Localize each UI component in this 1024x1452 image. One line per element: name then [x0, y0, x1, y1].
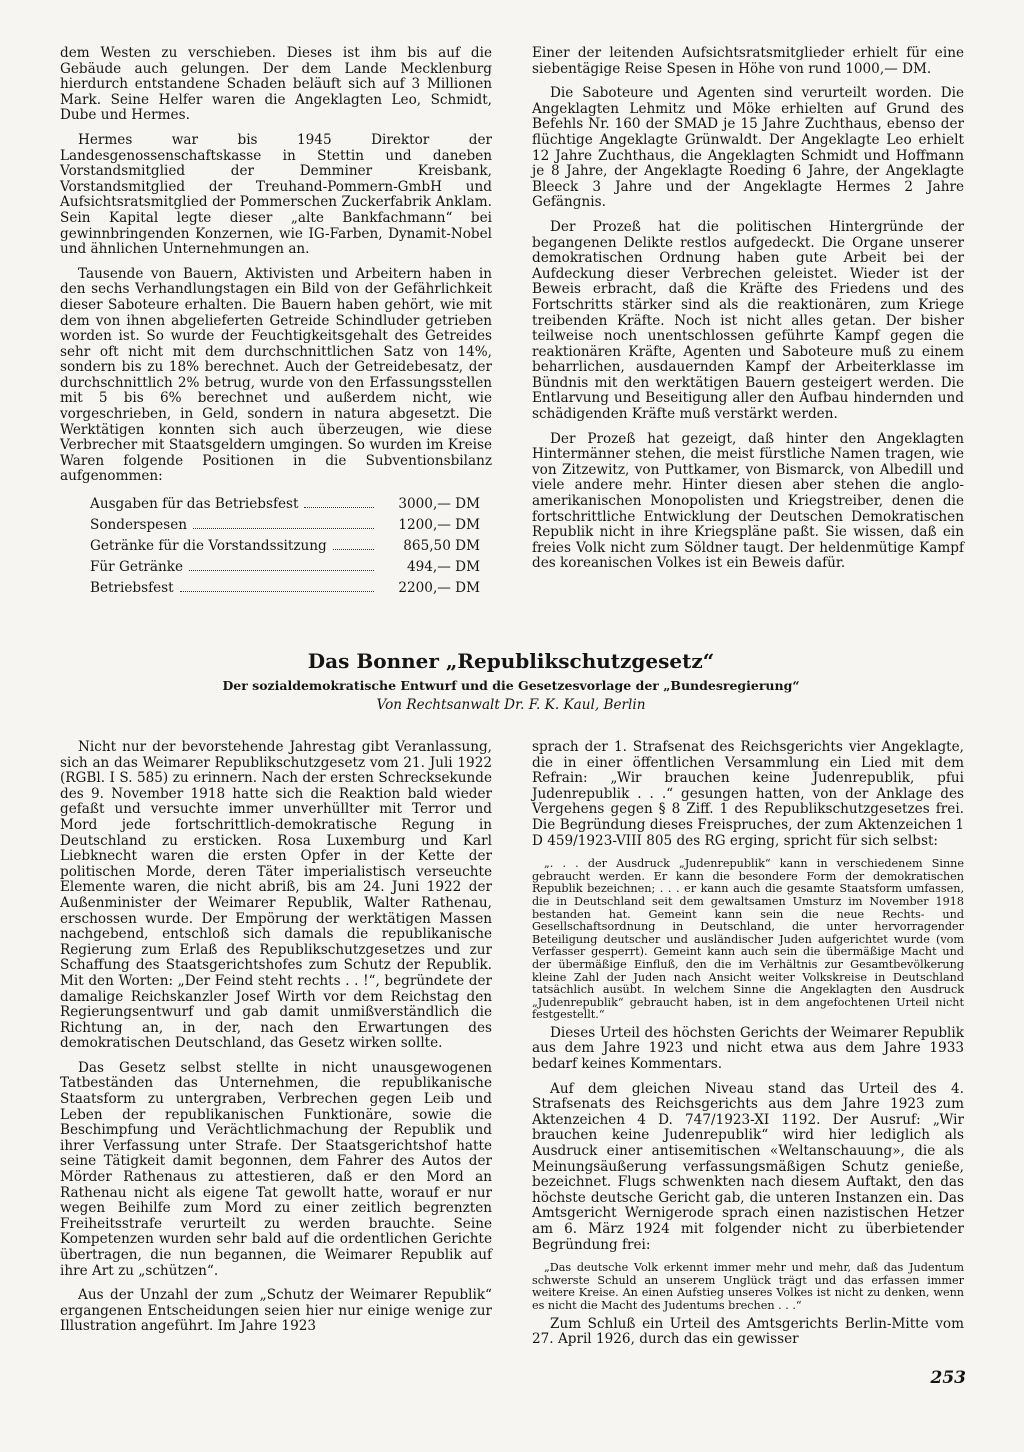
cost-label: Ausgaben für das Betriebsfest: [90, 496, 299, 513]
dot-leader: [193, 528, 374, 529]
cost-label: Getränke für die Vorstandssitzung: [90, 538, 327, 555]
column-bottom-left: [60, 740, 492, 1344]
cost-value: 3000,— DM: [398, 496, 480, 513]
cost-row: [90, 536, 480, 557]
page-number: 253: [930, 1368, 966, 1388]
column-top-left: [60, 46, 492, 599]
block-quote: „. . . der Ausdruck „Judenrepublik“ kann in verschiedenem Sinne gebraucht werden. Er kann die besondere Form der demokratischen Republik bezeichnen; . . . er kann auch die gesamte Staatsform umfassen, die in Deutschland seit dem gewaltsamen Umsturz im November 1918 bestanden hat. Gemeint kann sein die neue Rechts- und Gesellschaftsordnung in Deutschland, die unter hervorragender Beteiligung deutscher und ausländischer Juden aufgerichtet wurde (vom Verfasser gesperrt). Gemeint kann auch sein die übermäßige Macht und der übermäßige Einfluß, den die im Verhältnis zur Gesamtbevölkerung kleine Zahl der Juden nach Ansicht weiter Volkskreise in Deutschland tatsächlich ausübt. In welchem Sinne die Angeklagten den Ausdruck „Judenrepublik“ gebraucht haben, ist in dem angefochtenen Urteil nicht festgestellt.“: [532, 857, 964, 1022]
cost-table: [90, 494, 480, 599]
cost-row: [90, 515, 480, 536]
paragraph: Hermes war bis 1945 Direktor der Landesgenossenschaftskasse in Stettin und daneben Vorstandsmitglied der Demminer Kreisbank, Vorstandsmitglied der Treuhand-Pommern-GmbH und Aufsichtsratsmitglied der Pommerschen Zuckerfabrik Anklam. Sein Kapital legte dieser „alte Bankfachmann“ bei gewinnbringenden Konzernen, wie IG-Farben, Dynamit-Nobel und ähnlichen Unternehmungen an.: [60, 131, 492, 258]
cost-label: Sonderspesen: [90, 517, 187, 534]
paragraph: Aus der Unzahl der zum „Schutz der Weimarer Republik“ ergangenen Entscheidungen seien hier nur einige wenige zur Illustration angeführt. Im Jahre 1923: [60, 1287, 492, 1335]
paragraph: Die Saboteure und Agenten sind verurteilt worden. Die Angeklagten Lehmitz und Möke erhielten auf Grund des Befehls Nr. 160 der SMAD je 15 Jahre Zuchthaus, ebenso der flüchtige Angeklagte Grünwaldt. Der Angeklagte Leo erhielt 12 Jahre Zuchthaus, die Angeklagten Schmidt und Hoffmann je 8 Jahre, der Angeklagte Roeding 6 Jahre, der Angeklagte Bleeck 3 Jahre und der Angeklagte Hermes 2 Jahre Gefängnis.: [532, 85, 964, 211]
cost-value: 865,50 DM: [403, 538, 480, 555]
article-title: Das Bonner „Republikschutzgesetz“: [307, 649, 715, 673]
block-quote: „Das deutsche Volk erkennt immer mehr und mehr, daß das Judentum schwerste Schuld an unserem Unglück trägt und das erfassen immer weitere Kreise. An einen Aufstieg unseres Volkes ist nicht zu denken, wenn es nicht die Macht des Judentums brechen . . .“: [532, 1261, 964, 1312]
paragraph: Der Prozeß hat die politischen Hintergründe der begangenen Delikte restlos aufgedeckt. Die Organe unserer demokratischen Ordnung haben gute Arbeit bei der Aufdeckung dieser Verbrechen geleistet. Wieder ist der Beweis erbracht, daß die Kräfte des Friedens und des Fortschritts stärker sind als die reaktionären, zum Kriege treibenden Kräfte. Noch ist nicht alles getan. Der bisher teilweise noch unentschlossen geführte Kampf gegen die reaktionären Kräfte, Agenten und Saboteure muß zu einem beharrlichen, ausdauernden Kampf der Arbeiterklasse im Bündnis mit den werktätigen Bauern gesteigert werden. Die Entlarvung und Beseitigung aller den Aufbau hindernden und schädigenden Kräfte muß verstärkt werden.: [532, 218, 964, 423]
cost-row: [90, 494, 480, 515]
cost-value: 1200,— DM: [398, 517, 480, 534]
dot-leader: [333, 549, 374, 550]
dot-leader: [304, 507, 374, 508]
cost-value: 2200,— DM: [398, 580, 480, 597]
paragraph: Nicht nur der bevorstehende Jahrestag gibt Veranlassung, sich an das Weimarer Republikschutzgesetz vom 21. Juli 1922 (RGBl. I S. 585) zu erinnern. Nach der ersten Schrecksekunde des 9. November 1918 hatte sich die Reaktion bald wieder gefaßt und versuchte immer unverhüllter mit Terror und Mord jede fortschrittlich-demokratische Regung in Deutschland zu ersticken. Rosa Luxemburg und Karl Liebknecht waren die ersten Opfer in der Kette der politischen Morde, deren Täter imperialistisch verseuchte Elemente waren, die nicht abriß, bis am 24. Juni 1922 der Außenminister der Weimarer Republik, Walter Rathenau, erschossen wurde. Der Empörung der werktätigen Massen nachgebend, entschloß sich damals die republikanische Regierung zum Erlaß des Republikschutzgesetzes und zur Schaffung des Staatsgerichtshofes zum Schutz der Republik. Mit den Worten: „Der Feind steht rechts . . !“, begründete der damalige Reichskanzler Josef Wirth vor dem Reichstag den Regierungsentwurf und gab damit unmißverständlich die Richtung an, in der, nach den Erwartungen des demokratischen Deutschland, das Gesetz wirken sollte.: [60, 739, 492, 1052]
paragraph: Der Prozeß hat gezeigt, daß hinter den Angeklagten Hintermänner stehen, die meist fürstliche Namen tragen, wie von Zitzewitz, von Puttkamer, von Bismarck, von Albedill und viele andere mehr. Hinter diesen aber stehen die anglo-amerikanischen Monopolisten und Kriegstreiber, denen die fortschrittliche Entwicklung der Deutschen Demokratischen Republik nicht in ihre Kriegspläne paßt. Sie wissen, daß ein freies Volk nicht zum Söldner taugt. Der heldenmütige Kampf des koreanischen Volkes ist ein Beweis dafür.: [532, 430, 964, 572]
paragraph: Zum Schluß ein Urteil des Amtsgerichts Berlin-Mitte vom 27. April 1926, durch das ein gewisser: [532, 1315, 964, 1348]
paragraph: Dieses Urteil des höchsten Gerichts der Weimarer Republik aus dem Jahre 1923 und nicht etwa aus dem Jahre 1933 bedarf keines Kommentars.: [532, 1024, 964, 1073]
column-top-right: [532, 46, 964, 581]
cost-value: 494,— DM: [406, 559, 480, 576]
paragraph: sprach der 1. Strafsenat des Reichsgerichts vier Angeklagte, die in einer öffentlichen Versammlung ein Lied mit dem Refrain: „Wir brauchen keine Judenrepublik, pfui Judenrepublik . . .“ gesungen hatten, von der Anklage des Vergehens gegen § 8 Ziff. 1 des Republikschutzgesetzes frei. Die Begründung dieses Freispruches, der zum Aktenzeichen 1 D 459/1923-VIII 805 des RG erging, spricht für sich selbst:: [532, 739, 964, 849]
paragraph: Tausende von Bauern, Aktivisten und Arbeitern haben in den sechs Verhandlungstagen ein Bild von der Gefährlichkeit dieser Saboteure erhalten. Die Bauern haben gehört, wie mit dem von ihnen abgelieferten Getreide Schindluder getrieben worden ist. So wurde der Feuchtigkeitsgehalt des Getreides sehr oft nicht mit dem durchschnittlichen Satz von 14%, sondern bis zu 18% berechnet. Auch der Getreidebesatz, der durchschnittlich 2% betrug, wurde von den Erfassungsstellen mit 5 bis 6% berechnet und außerdem nicht, wie vorgeschrieben, in Geld, sondern in natura abgesetzt. Die Werktätigen konnten sich auch überzeugen, wie diese Verbrecher mit Staatsgeldern umgingen. So wurden im Kreise Waren folgende Positionen in die Subventionsbilanz aufgenommen:: [60, 265, 492, 485]
cost-label: Betriebsfest: [90, 580, 174, 597]
dot-leader: [189, 570, 374, 571]
article-byline: Von Rechtsanwalt Dr. F. K. Kaul, Berlin: [376, 697, 646, 713]
cost-row: [90, 578, 480, 599]
article-subtitle: Der sozialdemokratische Entwurf und die Gesetzesvorlage der „Bundesregierung“: [222, 678, 800, 693]
paragraph: Das Gesetz selbst stellte in nicht unausgewogenen Tatbeständen das Unternehmen, die republikanische Staatsform zu untergraben, Verbrechen gegen Leib und Leben der republikanischen Funktionäre, sowie die Beschimpfung und Verächtlichmachung der Republik und ihrer Verfassung unter Strafe. Der Staatsgerichtshof hatte seine Tätigkeit damit begonnen, dem Fahrer des Autos der Mörder Rathenaus zu attestieren, daß er den Mord an Rathenau nicht als eigene Tat gewollt hatte, worauf er nur wegen Beihilfe zum Mord zu einer zeitlich begrenzten Freiheitsstrafe verurteilt zu werden brauchte. Seine Kompetenzen wurden sehr bald auf die ordentlichen Gerichte übertragen, die nun begannen, die Weimarer Republik auf ihre Art zu „schützen“.: [60, 1059, 492, 1279]
paragraph: Auf dem gleichen Niveau stand das Urteil des 4. Strafsenats des Reichsgerichts aus dem Jahre 1923 zum Aktenzeichen 4 D. 747/1923-XI 1192. Der Ausruf: „Wir brauchen keine Judenrepublik“ wird hier lediglich als Ausdruck einer antisemitischen «Weltanschauung», die als Meinungsäußerung verfassungsmäßigen Schutz genieße, bezeichnet. Flugs schwenkten nach diesem Auftakt, den das höchste deutsche Gericht gab, die unteren Instanzen ein. Das Amtsgericht Wernigerode sprach einen nazistischen Hetzer am 6. März 1924 mit folgender nicht zu überbietender Begründung frei:: [532, 1080, 964, 1253]
cost-row: [90, 557, 480, 578]
column-bottom-right: [532, 740, 964, 1357]
paragraph: Einer der leitenden Aufsichtsratsmitglieder erhielt für eine siebentägige Reise Spesen in Höhe von rund 1000,— DM.: [532, 45, 964, 77]
article-header: [60, 648, 962, 714]
cost-label: Für Getränke: [90, 559, 184, 576]
paragraph: dem Westen zu verschieben. Dieses ist ihm bis auf die Gebäude auch gelungen. Der dem Lande Mecklenburg hierdurch entstandene Schaden beläuft sich auf 3 Millionen Mark. Seine Helfer waren die Angeklagten Leo, Schmidt, Dube und Hermes.: [60, 45, 492, 124]
dot-leader: [180, 591, 374, 592]
